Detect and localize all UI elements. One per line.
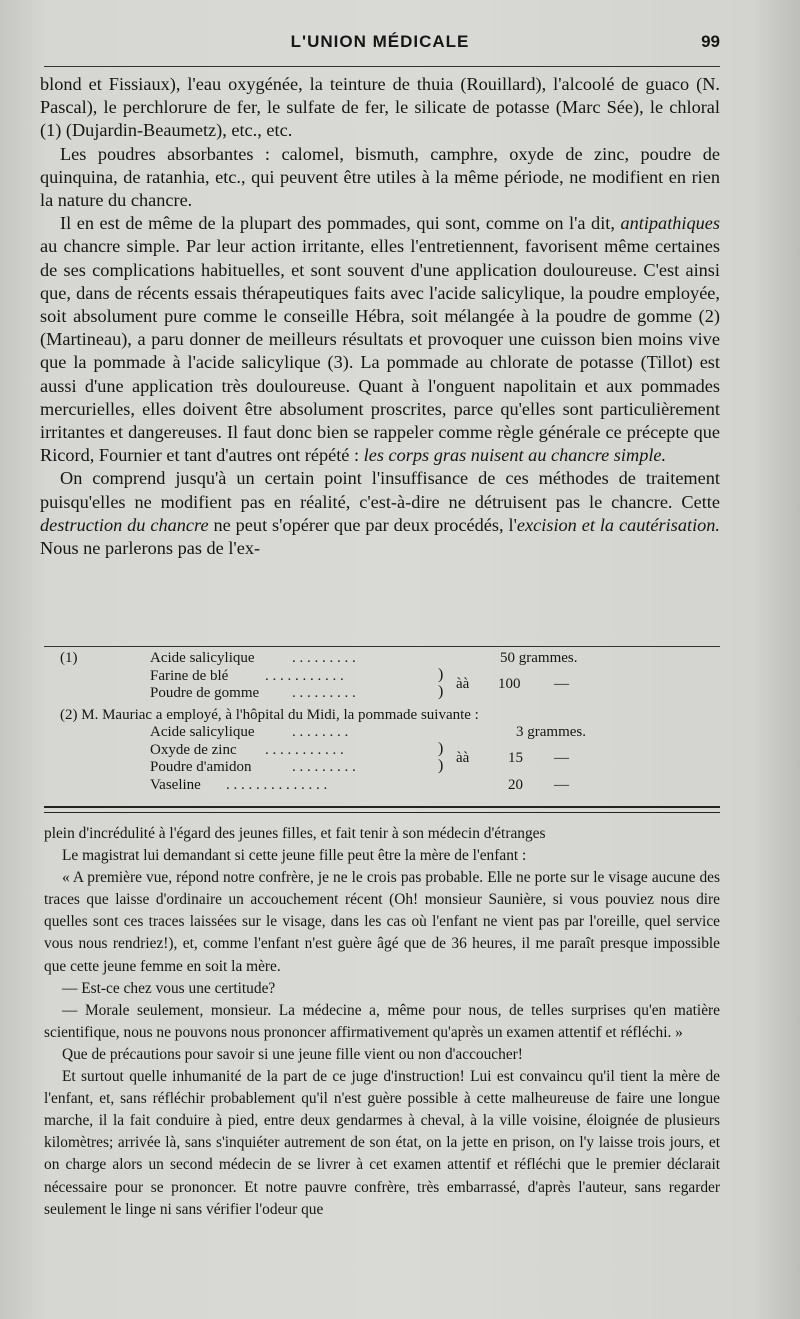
footnote-1-leader: . . . . . . . . . — [292, 685, 356, 701]
running-title: L'UNION MÉDICALE — [290, 32, 470, 51]
footnote-2-leader: . . . . . . . . . . . . . . — [226, 776, 328, 793]
footnote-1-row-3 — [60, 685, 720, 703]
paragraph-3-part-b: au chancre simple. Par leur action irritante, elles l'entretiennent, favorisent même certaines de ses complications habituelles, et sont souvent d'une application douloureuse. C'est ainsi que, dans de récents essais thérapeutiques faits avec l'acide salicylique, la poudre employée, soit absolument pure comme le conseille Hébra, soit mélangée à la poudre de gomme (2) (Martineau), a paru donner de meilleurs résultats et provoquer une cuisson bien moins vive que la pommade à l'acide salicylique (3). La pommade au chlorate de potasse (Tillot) est aussi d'une application très douloureuse. Quant à l'onguent napolitain et aux pommades mercurielles, elles doivent être absolument proscrites, parce qu'elles sont particulièrement irritantes et dangereuses. Il faut donc bien se rappeler comme règle générale ce précepte que Ricord, Fournier et tant d'autres ont répété : — [40, 236, 720, 466]
footnote-2-aa: àà — [456, 749, 470, 766]
paragraph-4-part-a: On comprend jusqu'à un certain point l'insuffisance de ces méthodes de traitement puisqu'elles ne modifient pas en réalité, c'est-à-dire ne détruisent pas le chancre. Cette — [40, 468, 720, 512]
paragraph-2: Les poudres absorbantes : calomel, bismuth, camphre, oxyde de zinc, poudre de quinquina, de ratanhia, etc., qui peuvent être utiles à la même période, ne modifient en rien la nature du chancre. — [40, 143, 720, 211]
paragraph-4-part-b: ne peut s'opérer que par deux procédés, l' — [213, 514, 517, 535]
footnote-2-brace: ) — [438, 739, 444, 757]
footnote-2-leader: . . . . . . . . — [292, 724, 349, 740]
footnote-2-quantity: 3 grammes. — [516, 724, 586, 740]
paragraph-4-part-c: Nous ne parlerons pas de l'ex- — [40, 538, 261, 559]
footnote-1-leader: . . . . . . . . . — [292, 650, 356, 666]
footnote-2-row-4 — [60, 777, 720, 795]
lower-paragraph-2: Le magistrat lui demandant si cette jeune fille peut être la mère de l'enfant : — [62, 847, 527, 865]
footnote-1-ingredient: Acide salicylique — [150, 650, 255, 666]
paragraph-4 — [40, 467, 720, 560]
footnote-2-ingredient: Poudre d'amidon — [150, 759, 252, 775]
footnote-1-dash: — — [554, 675, 569, 692]
lower-paragraph-6: Que de précautions pour savoir si une jeune fille vient ou non d'accoucher! — [62, 1045, 523, 1063]
feuilleton-text — [44, 823, 720, 1221]
footnote-1-aa-quantity: 100 — [498, 675, 521, 692]
section-rule — [44, 806, 720, 808]
footnote-1-aa: àà — [456, 675, 470, 692]
lower-line-1: plein d'incrédulité à l'égard des jeunes filles, et fait tenir à son médecin d'étranges — [44, 825, 546, 842]
main-text — [40, 73, 720, 560]
footnote-1-ingredient: Farine de blé — [150, 667, 229, 684]
footnote-2-dash: — — [554, 749, 569, 766]
lower-paragraph-7: Et surtout quelle inhumanité de la part de ce juge d'instruction! Lui est convaincu qu'il tient la mère de l'enfant, et, sans réfléchir probablement qu'il n'est guère possible à cette malheureuse de faire une longue marche, il la fait conduire à pied, entre deux gendarmes à cheval, à la ville voisine, éloignée de plusieurs kilomètres; arrivée là, sans s'inquiéter autrement de son état, on la jette en prison, on l'y laisse trois jours, et on charge alors un second médecin de se livrer à cet examen attentif et réfléchi que le premier déclarait nécessaire pour se prononcer. Et notre pauvre confrère, très embarrassé, d'après l'auteur, sans regarder seulement le linge ni sans vérifier l'odeur que — [44, 1068, 720, 1218]
page-header — [40, 32, 720, 58]
section-rule-secondary — [44, 812, 720, 813]
footnote-2-leader: . . . . . . . . . — [292, 759, 356, 775]
paragraph-3-emphasis: antipathiques — [620, 213, 720, 234]
footnote-2-intro-row — [60, 707, 720, 725]
footnote-2-leader: . . . . . . . . . . . — [265, 741, 344, 758]
footnote-2-ingredient: Vaseline — [150, 776, 201, 793]
paragraph-3-emphasis-2: les corps gras nuisent au chancre simple. — [363, 445, 667, 466]
footnote-1-row-1 — [60, 650, 720, 668]
footnote-2-intro: (2) M. Mauriac a employé, à l'hôpital du Midi, la pommade suivante : — [60, 706, 479, 723]
lower-paragraph-3: « A première vue, répond notre confrère, je ne le crois pas probable. Elle ne porte sur le visage aucune des traces que laisse d'ordinaire un accouchement récent (Oh! monsieur Saunière, si vous pouviez nous dire quelles sont ces traces laissées sur le visage, dans les cas où l'enfant ne vient pas par l'oreille, quel service vous nous rendriez!), et, comme l'enfant n'est guère âgé que de 36 heures, il me paraît presque impossible que cette jeune femme en soit la mère. — [44, 869, 720, 975]
footnote-2-row-3 — [60, 759, 720, 777]
header-rule — [44, 66, 720, 67]
paragraph-4-emphasis-2: excision et la cautérisation. — [516, 514, 721, 535]
footnote-1-row-2 — [60, 665, 720, 692]
footnote-2-quantity: 20 — [508, 776, 523, 793]
footnote-1-leader: . . . . . . . . . . . — [265, 667, 344, 684]
paragraph-1: blond et Fissiaux), l'eau oxygénée, la teinture de thuia (Rouillard), l'alcoolé de guaco (N. Pascal), le perchlorure de fer, le sulfate de fer, le silicate de potasse (Marc Sée), le chloral (1) (Dujardin-Beaumetz), etc., etc. — [40, 74, 720, 141]
paragraph-3-part-a: Il en est de même de la plupart des pommades, qui sont, comme on l'a dit, — [60, 213, 615, 234]
footnote-2-ingredient: Acide salicylique — [150, 724, 255, 740]
footnote-2-row-1 — [60, 724, 720, 742]
lower-paragraph-5: — Morale seulement, monsieur. La médecine a, même pour nous, de telles surprises qu'en matière scientifique, nous ne pouvons nous prononcer affirmativement qu'après un examen attentif et réfléchi. » — [44, 1001, 720, 1041]
page-number: 99 — [701, 32, 720, 51]
footnote-1-quantity: 50 grammes. — [500, 650, 578, 666]
footnote-2-row-2 — [60, 739, 720, 766]
footnote-1-brace: ) — [438, 683, 444, 700]
footnotes — [60, 650, 720, 794]
paragraph-3 — [40, 212, 720, 467]
footnote-2-dash: — — [554, 776, 569, 793]
paragraph-4-emphasis: destruction du chancre — [40, 514, 209, 535]
footnote-1-brace: ) — [438, 665, 444, 683]
footnote-2-ingredient: Oxyde de zinc — [150, 741, 237, 758]
footnote-1-number: (1) — [60, 650, 78, 666]
footnote-2-aa-quantity: 15 — [508, 749, 523, 766]
footnote-rule — [44, 646, 720, 647]
footnote-2-brace: ) — [438, 757, 444, 774]
footnote-1-ingredient: Poudre de gomme — [150, 685, 260, 701]
lower-paragraph-4: — Est-ce chez vous une certitude? — [62, 979, 276, 997]
